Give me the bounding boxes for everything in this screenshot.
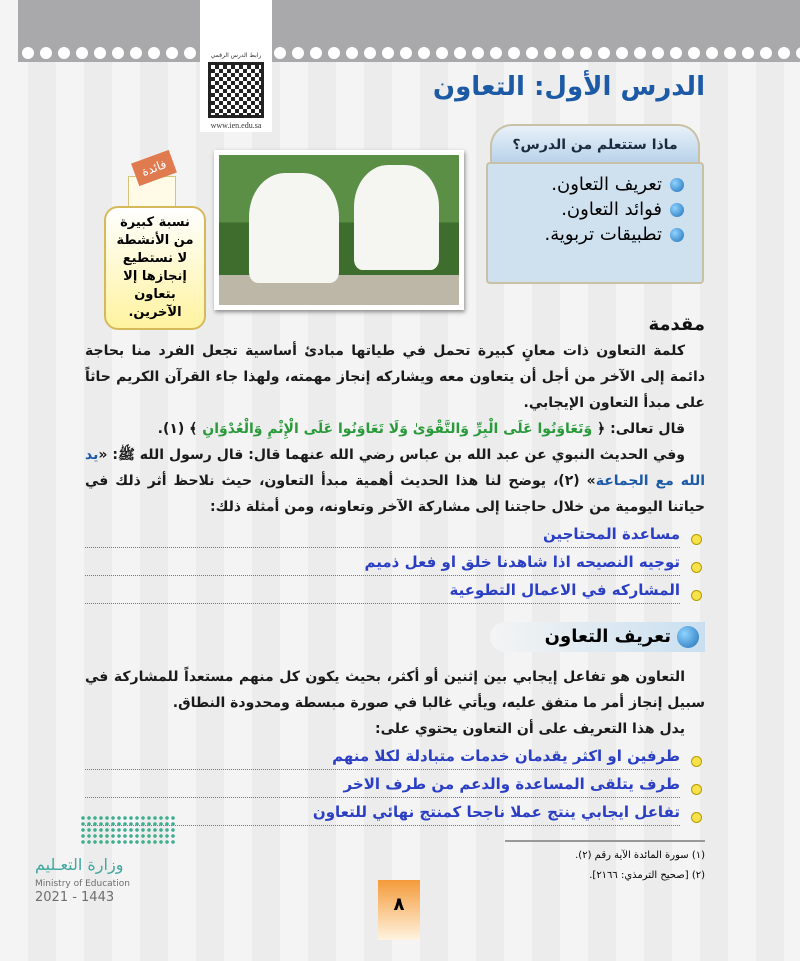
edition-year: 2021 - 1443 [35,890,115,905]
dot [778,47,790,59]
dot [454,47,466,59]
answer-line[interactable] [85,772,680,798]
objective-text: تعريف التعاون. [551,174,662,195]
dot [310,47,322,59]
bullet-icon [691,562,702,573]
dot [112,47,124,59]
dot [292,47,304,59]
answer-text: طرفين او اكثر يقدمان خدمات متبادلة لكلا منهم [332,747,680,765]
hadith-outro: » (٢)، يوضح لنا هذا الحديث أهمية مبدأ التعاون، حيث نلاحظ أثر ذلك في حياتنا اليومية من خلال حاجتنا إلى مشاركة الآخر وتعاونه، ومن أمثلة ذلك: [85,473,705,515]
answer-text: تفاعل ايجابي ينتج عملا ناجحا كمنتج نهائي للتعاون [312,803,680,821]
fayda-note: نسبة كبيرة من الأنشطة لا نستطيع إنجازها إلا بتعاون الآخرين. [104,206,206,330]
qr-code-icon[interactable] [208,62,264,118]
verse-suffix: ﴾ (١). [157,421,198,437]
qr-code-panel[interactable] [200,0,272,132]
dot [562,47,574,59]
bullet-icon [691,534,702,545]
objectives-box [486,162,704,284]
objective-item [506,174,684,195]
dot [22,47,34,59]
definition-lead: يدل هذا التعريف على أن التعاون يحتوي على: [375,721,685,737]
definition-paragraph: التعاون هو تفاعل إيجابي بين إثنين أو أكثر، بحيث يكون كل منهم مستعداً للمشاركة في سبيل إنجاز أمر ما متفق عليه، ويأتي غالبا في صورة مبسطة ومحدودة النطاق. [85,669,705,711]
qr-label: رابط الدرس الرقمي [210,52,262,59]
dot [274,47,286,59]
dot [40,47,52,59]
dot [508,47,520,59]
dot [148,47,160,59]
dot [796,47,800,59]
dot [364,47,376,59]
ministry-name-ar: وزارة التعـليم [35,855,124,874]
fayda-tag: فائدة [131,150,177,186]
bullet-icon [670,203,684,217]
answer-text: طرف يتلقى المساعدة والدعم من طرف الاخر [343,775,680,793]
dot [742,47,754,59]
bullet-icon [691,812,702,823]
objective-text: تطبيقات تربوية. [544,224,662,245]
ministry-name-en: Ministry of Education [35,879,130,889]
dot [706,47,718,59]
dot [634,47,646,59]
section-title: تعريف التعاون [544,626,671,647]
dot [382,47,394,59]
verse-prefix: قال تعالى: ﴿ [597,421,685,437]
hadith-text: يد الله مع الجماعة [85,447,705,489]
objective-text: فوائد التعاون. [561,199,662,220]
dot [184,47,196,59]
dot [58,47,70,59]
dot-divider [18,44,800,62]
answer-line[interactable] [85,522,680,548]
boys-gardening-photo [214,150,464,310]
dot [490,47,502,59]
intro-paragraph: كلمة التعاون ذات معانٍ كبيرة تحمل في طياتها مبادئ أساسية تجعل الفرد منا بحاجة دائمة إلى الآخر من أجل أن يتعاون معه ويشاركه إنجاز مهمته، ولهذا جاء القرآن الكريم حاثاً على مبدأ التعاون الإيجابي. [85,343,705,411]
boy-figure [354,165,439,270]
dot [346,47,358,59]
definition-text [85,664,705,742]
dot [544,47,556,59]
dot [724,47,736,59]
hadith-paragraph [85,442,705,520]
answer-text: مساعدة المحتاجين [543,525,680,543]
dot [76,47,88,59]
dot [652,47,664,59]
lesson-body [85,312,705,886]
intro-heading: مقدمة [648,314,705,335]
bullet-icon [670,228,684,242]
dot [166,47,178,59]
dot [328,47,340,59]
dot [400,47,412,59]
answer-line[interactable] [85,744,680,770]
dot [598,47,610,59]
qr-url: www.ien.edu.sa [210,121,262,130]
dot [526,47,538,59]
bullet-icon [670,178,684,192]
page-number: ٨ [378,880,420,940]
objectives-heading: ماذا ستتعلم من الدرس؟ [490,124,700,162]
dot [94,47,106,59]
footnote: (٢) [صحيح الترمذي: ٢١٦٦]. [589,870,705,881]
answer-line[interactable] [85,578,680,604]
dot [760,47,772,59]
objective-item [506,224,684,245]
dot [580,47,592,59]
footnote: (١) سورة المائدة الآية رقم (٢). [575,850,705,861]
footnotes [505,840,705,886]
answer-text: توجيه النصيحه اذا شاهدنا خلق او فعل ذميم [364,553,680,571]
dot [418,47,430,59]
definition-heading [490,622,705,652]
dot [688,47,700,59]
bullet-icon [691,756,702,767]
ministry-mark-icon [80,815,175,845]
boy-figure [249,173,339,283]
answer-text: المشاركه في الاعمال التطوعية [449,581,680,599]
intro-text [85,338,705,520]
dot [130,47,142,59]
hadith-intro: وفي الحديث النبوي عن عبد الله بن عباس رضي الله عنهما قال: قال رسول الله ﷺ: « [98,447,685,463]
objective-item [506,199,684,220]
bullet-icon [691,784,702,795]
dot [472,47,484,59]
dot [616,47,628,59]
quran-verse: وَتَعَاوَنُوا عَلَى الْبِرِّ وَالتَّقْوَىٰ وَلَا تَعَاوَنُوا عَلَى الْإِثْمِ وَالْعُدْوَانِ [202,421,593,437]
lesson-title: الدرس الأول: التعاون [432,72,705,102]
bullet-icon [691,590,702,601]
answer-line[interactable] [85,550,680,576]
verse-line [85,416,705,442]
dot [670,47,682,59]
bullet-icon [677,626,699,648]
dot [436,47,448,59]
